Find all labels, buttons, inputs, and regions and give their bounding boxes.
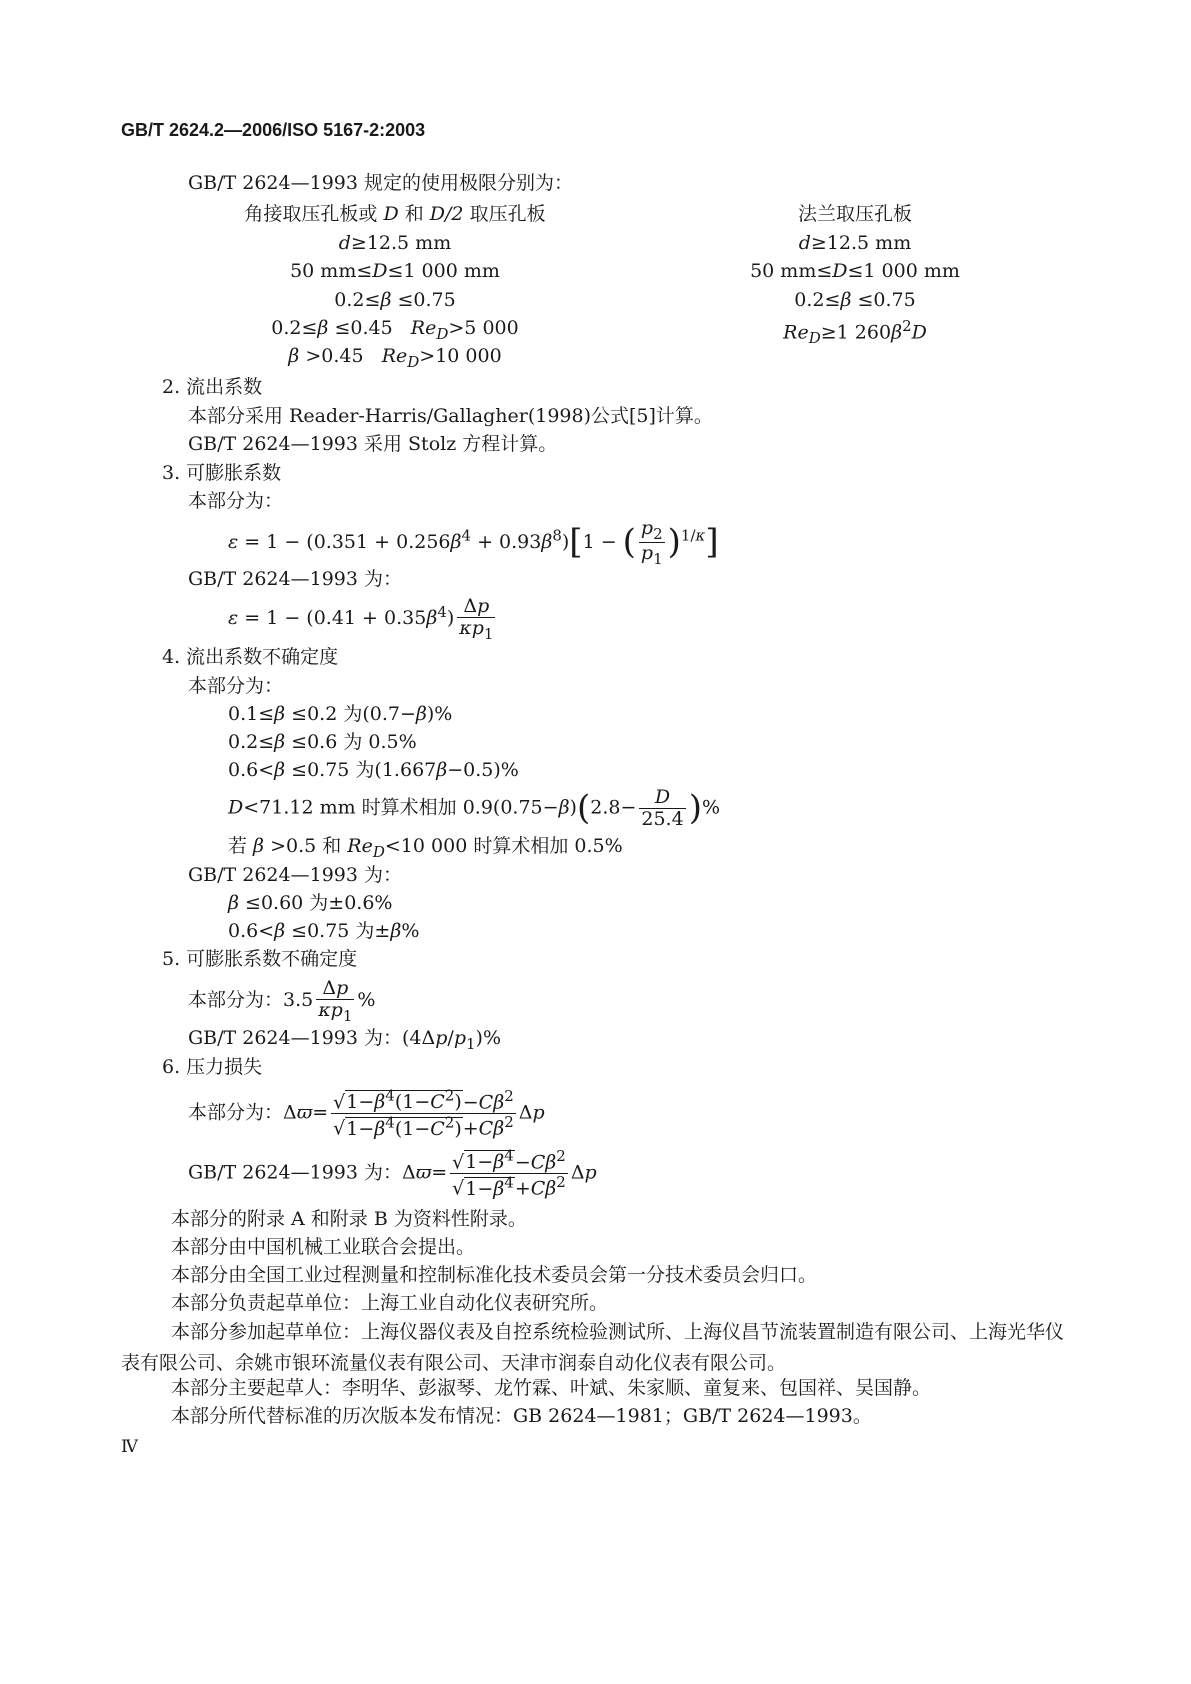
section-3-title: 3. 可膨胀系数 (162, 462, 282, 484)
section-2-line-1: 本部分采用 Reader-Harris/Gallagher(1998)公式[5]计算。 (188, 405, 713, 427)
old-uncertainty-row-1: β ≤0.60 为±0.6% (228, 892, 393, 914)
uncertainty-row-4: D<71.12 mm 时算术相加 0.9(0.75−β)(2.8− $\frac{D}{25.4}$ )% (228, 786, 721, 830)
section-2-title: 2. 流出系数 (162, 376, 263, 398)
section-2-line-2: GB/T 2624—1993 采用 Stolz 方程计算。 (188, 433, 558, 455)
para-history: 本部分所代替标准的历次版本发布情况：GB 2624—1981；GB/T 2624—1993。 (171, 1405, 872, 1427)
right-re-limit: $Re_D\ge 1$ $260\beta^2D$ (783, 317, 927, 348)
right-d-limit: d≥12.5 mm (798, 232, 912, 254)
uncertainty-row-1: 0.1≤β ≤0.2 为(0.7−β)% (228, 703, 453, 725)
left-re-limit-1: 0.2≤β ≤0.45 $Re_D>5$ 000 (271, 317, 519, 343)
section-4-lead: 本部分为： (188, 675, 284, 697)
old-uncertainty-row-2: 0.6<β ≤0.75 为±β% (228, 920, 420, 942)
uncertainty-row-2: 0.2≤β ≤0.6 为 0.5% (228, 731, 417, 753)
uncertainty-row-3: 0.6<β ≤0.75 为(1.667β−0.5)% (228, 759, 519, 781)
standard-number: GB/T 2624.2—2006/ISO 5167-2:2003 (121, 120, 426, 140)
section-3-lead: 本部分为： (188, 490, 284, 512)
left-D-limit: 50 mm≤D≤1 000 mm (290, 260, 500, 282)
left-column-title: 角接取压孔板或 D 和 D/2 取压孔板 (244, 203, 546, 225)
left-beta-limit: 0.2≤β ≤0.75 (334, 289, 456, 311)
right-beta-limit: 0.2≤β ≤0.75 (794, 289, 916, 311)
section-4-old: GB/T 2624—1993 为： (188, 864, 403, 886)
section-6-title: 6. 压力损失 (162, 1056, 263, 1078)
para-drafting-unit: 本部分负责起草单位：上海工业自动化仪表研究所。 (171, 1292, 609, 1314)
para-proposed: 本部分由中国机械工业联合会提出。 (171, 1236, 476, 1258)
para-annex: 本部分的附录 A 和附录 B 为资料性附录。 (171, 1208, 527, 1230)
pressure-loss-formula-new: 本部分为：Δϖ= $\frac{√1-\beta^4(1-C^2)-C\beta^2}{√1-\beta^4(1-C^2)+C\beta^2}$ Δp (188, 1087, 545, 1140)
limits-intro: GB/T 2624—1993 规定的使用极限分别为： (188, 172, 574, 194)
right-column-title: 法兰取压孔板 (797, 203, 912, 225)
section-3-old: GB/T 2624—1993 为： (188, 568, 403, 590)
section-5-title: 5. 可膨胀系数不确定度 (162, 948, 358, 970)
section-4-title: 4. 流出系数不确定度 (162, 646, 339, 668)
equation-epsilon-new: $\varepsilon = 1 - (0.351 + 0.256\beta^4 + 0.93\beta^8)[1$ − ( $\frac{p_2}{p_1}$ )$^{1/\kappa}$] (228, 517, 719, 569)
section-5-old: GB/T 2624—1993 为：$(4\Delta p/p_1)\%$ (188, 1027, 501, 1053)
left-d-limit: d≥12.5 mm (338, 232, 452, 254)
left-re-limit-2: β >0.45 $Re_D>10$ 000 (288, 345, 502, 371)
equation-epsilon-old: $\varepsilon = 1 - (0.41 + 0.35\beta^4)$ $\frac{\Delta p}{\kappa p_1}$ (228, 595, 494, 643)
para-drafters: 本部分主要起草人：李明华、彭淑琴、龙竹霖、叶斌、朱家顺、童复来、包国祥、吴国静。 (171, 1377, 932, 1399)
section-5-formula: 本部分为：3.5 $\frac{\Delta p}{\kappa p_1}$ % (188, 977, 376, 1025)
pressure-loss-formula-old: GB/T 2624—1993 为：Δϖ= $\frac{√1-\beta^4-C\beta^2}{√1-\beta^4+C\beta^2}$ Δp (188, 1147, 597, 1200)
page-number: Ⅳ (121, 1437, 138, 1457)
para-centralized: 本部分由全国工业过程测量和控制标准化技术委员会第一分技术委员会归口。 (171, 1264, 818, 1286)
uncertainty-row-5: 若 β >0.5 和 $Re_D<10$ 000 时算术相加 0.5% (228, 835, 623, 861)
para-participating-units: 本部分参加起草单位：上海仪器仪表及自控系统检验测试所、上海仪昌节流装置制造有限公司、上海光华仪表有限公司、余姚市银环流量仪表有限公司、天津市润泰自动化仪表有限公司。 (121, 1321, 1065, 1374)
right-D-limit: 50 mm≤D≤1 000 mm (750, 260, 960, 282)
